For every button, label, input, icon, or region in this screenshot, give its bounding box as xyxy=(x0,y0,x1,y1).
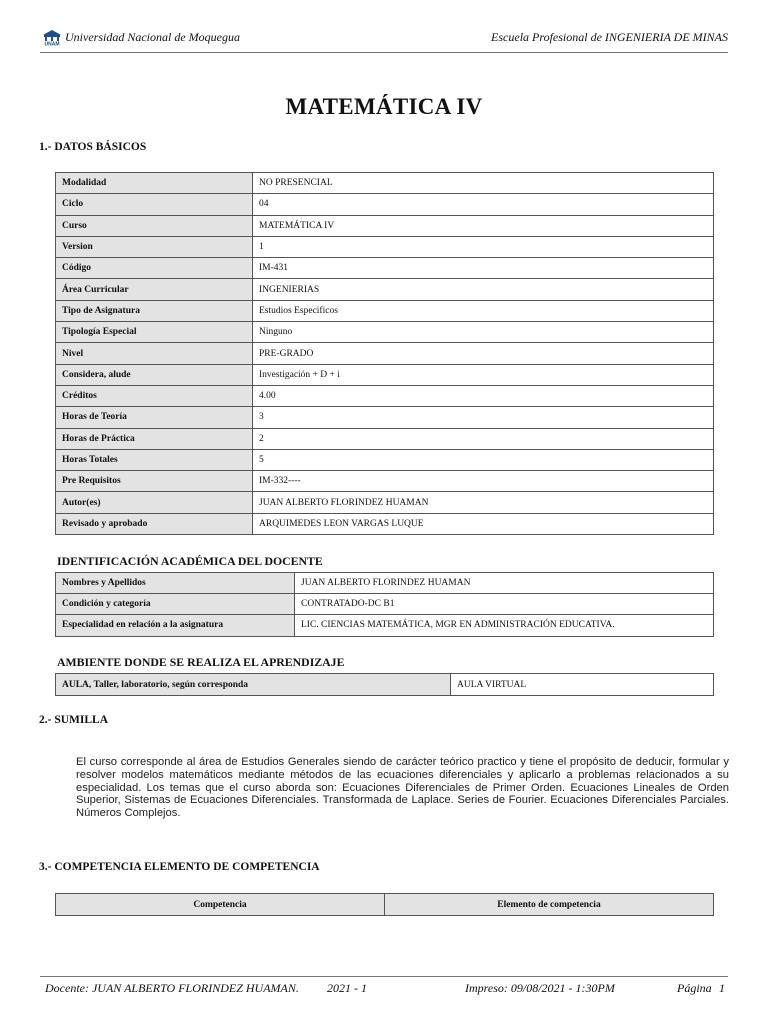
row-value: 5 xyxy=(253,449,714,470)
row-label: Revisado y aprobado xyxy=(56,513,253,534)
table-row xyxy=(56,492,714,513)
table-row xyxy=(56,449,714,470)
row-label: Horas de Teoría xyxy=(56,407,253,428)
table-row xyxy=(56,385,714,406)
table-row xyxy=(56,573,714,594)
table-row xyxy=(56,513,714,534)
table-row xyxy=(56,674,714,696)
row-value: Estudios Especificos xyxy=(253,300,714,321)
table-row xyxy=(56,594,714,615)
row-value: INGENIERIAS xyxy=(253,279,714,300)
table-row xyxy=(56,300,714,321)
row-value: IM-431 xyxy=(253,258,714,279)
datos-basicos-table xyxy=(55,172,714,535)
row-label: Horas de Práctica xyxy=(56,428,253,449)
table-row xyxy=(56,407,714,428)
page-footer xyxy=(40,976,728,1001)
table-row xyxy=(56,279,714,300)
row-value: 3 xyxy=(253,407,714,428)
university-name: Universidad Nacional de Moquegua xyxy=(65,30,240,44)
row-value: CONTRATADO-DC B1 xyxy=(295,594,714,615)
table-row xyxy=(56,428,714,449)
page-title: MATEMÁTICA IV xyxy=(285,94,483,119)
row-label: Autor(es) xyxy=(56,492,253,513)
row-label: Nombres y Apellidos xyxy=(56,573,295,594)
table-row xyxy=(56,343,714,364)
row-label: Código xyxy=(56,258,253,279)
row-label: Condición y categoría xyxy=(56,594,295,615)
row-value: ARQUIMEDES LEON VARGAS LUQUE xyxy=(253,513,714,534)
row-label: Horas Totales xyxy=(56,449,253,470)
row-label: Curso xyxy=(56,215,253,236)
row-value: IM-332---- xyxy=(253,471,714,492)
section-ambiente: AMBIENTE DONDE SE REALIZA EL APRENDIZAJE xyxy=(57,655,345,669)
ambiente-label: AULA, Taller, laboratorio, según corresponda xyxy=(56,674,451,696)
row-label: Considera, alude xyxy=(56,364,253,385)
footer-impreso: Impreso: 09/08/2021 - 1:30PM xyxy=(465,981,615,995)
table-row xyxy=(56,194,714,215)
university-logo-icon xyxy=(40,28,64,46)
section-sumilla: 2.- SUMILLA xyxy=(39,714,109,726)
row-value: JUAN ALBERTO FLORINDEZ HUAMAN xyxy=(295,573,714,594)
row-label: Tipo de Asignatura xyxy=(56,300,253,321)
row-value: 4.00 xyxy=(253,385,714,406)
table-header-row xyxy=(56,894,714,916)
row-value: PRE-GRADO xyxy=(253,343,714,364)
docente-table xyxy=(55,572,714,637)
elemento-competencia-header: Elemento de competencia xyxy=(385,894,714,916)
table-row xyxy=(56,364,714,385)
school-name: Escuela Profesional de INGENIERIA DE MINAS xyxy=(491,30,728,44)
competencia-table xyxy=(55,893,714,916)
row-label: Ciclo xyxy=(56,194,253,215)
sumilla-paragraph: El curso corresponde al área de Estudios Generales siendo de carácter teórico practico y tiene el propósito de deducir, formular y resolver modelos matemáticos mediante métodos de las ecuaciones diferenciales y aplicarlo a problemas relacionados a su especialidad. Los temas que el curso aborda son: Ecuaciones Diferenciales de Primer Orden. Ecuaciones Lineales de Orden Superior, Sistemas de Ecuaciones Diferenciales. Transformada de Laplace. Series de Fourier. Ecuaciones Diferenciales Parciales. Números Complejos. xyxy=(76,756,729,820)
row-value: JUAN ALBERTO FLORINDEZ HUAMAN xyxy=(253,492,714,513)
row-value: 1 xyxy=(253,236,714,257)
row-label: Version xyxy=(56,236,253,257)
table-row xyxy=(56,322,714,343)
footer-periodo: 2021 - 1 xyxy=(327,981,367,995)
table-row xyxy=(56,236,714,257)
competencia-header: Competencia xyxy=(56,894,385,916)
row-value: Investigación + D + i xyxy=(253,364,714,385)
row-value: 2 xyxy=(253,428,714,449)
row-label: Pre Requisitos xyxy=(56,471,253,492)
row-value: 04 xyxy=(253,194,714,215)
row-value: LIC. CIENCIAS MATEMÁTICA, MGR EN ADMINISTRACIÓN EDUCATIVA. xyxy=(295,615,714,636)
footer-docente: Docente: JUAN ALBERTO FLORINDEZ HUAMAN. xyxy=(45,981,299,995)
table-row xyxy=(56,215,714,236)
footer-pagina-label: Página xyxy=(677,981,712,995)
section-datos-basicos: 1.- DATOS BÁSICOS xyxy=(39,141,147,153)
row-value: NO PRESENCIAL xyxy=(253,173,714,194)
row-label: Área Curricular xyxy=(56,279,253,300)
row-label: Nivel xyxy=(56,343,253,364)
section-docente: IDENTIFICACIÓN ACADÉMICA DEL DOCENTE xyxy=(57,554,323,568)
row-value: Ninguno xyxy=(253,322,714,343)
row-value: MATEMÁTICA IV xyxy=(253,215,714,236)
table-row xyxy=(56,615,714,636)
table-row xyxy=(56,173,714,194)
row-label: Especialidad en relación a la asignatura xyxy=(56,615,295,636)
row-label: Tipología Especial xyxy=(56,322,253,343)
row-label: Créditos xyxy=(56,385,253,406)
page-header xyxy=(40,26,728,53)
ambiente-value: AULA VIRTUAL xyxy=(451,674,714,696)
table-row xyxy=(56,258,714,279)
footer-pagina-num: 1 xyxy=(719,981,725,995)
ambiente-table xyxy=(55,673,714,696)
svg-text:UNAM: UNAM xyxy=(44,41,60,46)
row-label: Modalidad xyxy=(56,173,253,194)
section-competencia: 3.- COMPETENCIA ELEMENTO DE COMPETENCIA xyxy=(39,861,320,873)
table-row xyxy=(56,471,714,492)
